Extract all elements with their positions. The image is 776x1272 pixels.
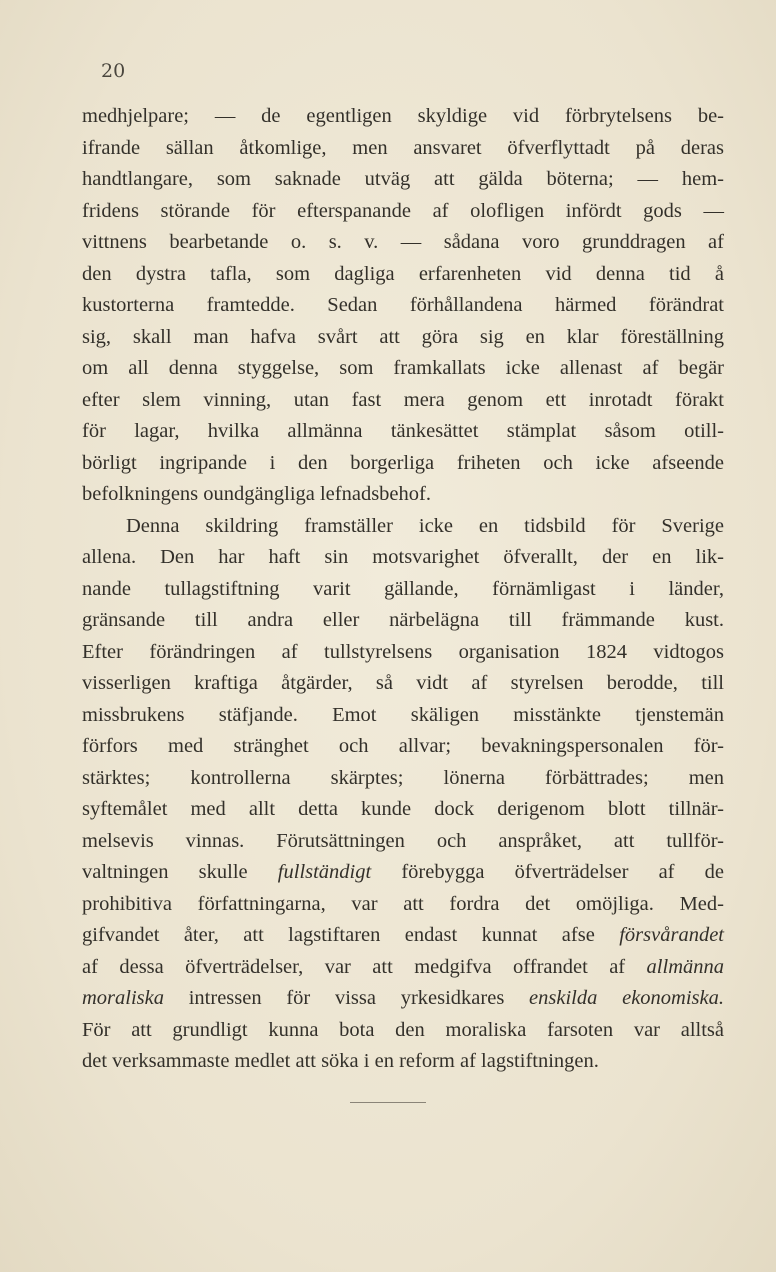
body-text (82, 101, 724, 1078)
text-segment: sig, skall man hafva svårt att göra sig en klar föreställning (82, 325, 724, 348)
text-line (82, 511, 724, 543)
text-line (82, 322, 724, 354)
text-segment: vittnens bearbetande o. s. v. — sådana voro grunddragen af (82, 231, 724, 253)
text-line (82, 794, 724, 826)
text-line (82, 227, 724, 259)
text-line (82, 763, 724, 795)
text-line (82, 1046, 724, 1078)
text-segment: intressen för vissa yrkesidkares (164, 987, 530, 1009)
page-number: 20 (101, 60, 126, 82)
text-segment: fridens störande för efterspanande af olofligen infördt gods — (82, 199, 724, 222)
text-line (82, 700, 724, 732)
text-line (82, 542, 724, 574)
text-line (82, 952, 724, 984)
paragraph (82, 101, 724, 511)
text-segment: gränsande till andra eller närbelägna till främmande kust. (82, 609, 724, 631)
italic-text: moraliska (82, 987, 164, 1009)
text-segment: visserligen kraftiga åtgärder, så vidt af styrelsen berodde, till (82, 672, 724, 694)
text-segment: missbrukens stäfjande. Emot skäligen misstänkte tjenstemän (82, 703, 724, 726)
text-segment: om all denna styggelse, som framkallats icke allenast af begär (82, 357, 724, 379)
text-line (82, 196, 724, 228)
text-segment: melsevis vinnas. Förutsättningen och anspråket, att tullför- (82, 829, 724, 852)
text-segment: stärktes; kontrollerna skärptes; lönerna förbättrades; men (82, 766, 724, 789)
text-line (82, 574, 724, 606)
text-line (82, 889, 724, 921)
text-segment: valtningen skulle (82, 861, 278, 883)
text-segment: efter slem vinning, utan fast mera genom ett inrotadt förakt (82, 388, 724, 411)
italic-text: allmänna (646, 955, 724, 978)
text-segment: syftemålet med allt detta kunde dock derigenom blott tillnär- (82, 798, 724, 820)
text-line (82, 731, 724, 763)
text-line (82, 101, 724, 133)
text-segment: den dystra tafla, som dagliga erfarenheten vid denna tid å (82, 262, 724, 285)
text-segment: gifvandet åter, att lagstiftaren endast kunnat afse (82, 924, 620, 946)
text-segment: för lagar, hvilka allmänna tänkesättet stämplat såsom otill- (82, 420, 724, 442)
text-line (82, 259, 724, 291)
text-segment: handtlangare, som saknade utväg att gälda böterna; — hem- (82, 168, 724, 190)
text-segment: ifrande sällan åtkomlige, men ansvaret öfverflyttadt på deras (82, 136, 724, 159)
text-line (82, 353, 724, 385)
text-line (82, 920, 724, 952)
section-divider (350, 1102, 426, 1103)
text-line (82, 290, 724, 322)
text-segment: af dessa öfverträdelser, var att medgifva offrandet af (82, 955, 647, 978)
text-segment: allena. Den har haft sin motsvarighet öfverallt, der en lik- (82, 546, 724, 568)
paragraph (82, 511, 724, 1078)
text-segment: medhjelpare; — de egentligen skyldige vid förbrytelsens be- (82, 105, 724, 127)
text-segment: förfors med stränghet och allvar; bevakningspersonalen för- (82, 735, 724, 757)
italic-text: fullständigt (277, 861, 372, 883)
text-segment: Denna skildring framställer icke en tidsbild för Sverige (126, 514, 724, 537)
text-line (82, 857, 724, 889)
italic-text: enskilda ekonomiska. (529, 987, 724, 1009)
text-line (82, 1015, 724, 1047)
text-segment: börligt ingripande i den borgerliga friheten och icke afseende (82, 451, 724, 474)
text-segment: För att grundligt kunna bota den moraliska farsoten var alltså (82, 1018, 724, 1041)
italic-text: försvårandet (619, 924, 724, 946)
text-line (82, 826, 724, 858)
text-segment: Efter förändringen af tullstyrelsens organisation 1824 vidtogos (82, 640, 724, 663)
text-segment: kustorterna framtedde. Sedan förhållandena härmed förändrat (82, 294, 724, 316)
text-segment: prohibitiva författningarna, var att fordra det omöjliga. Med- (82, 892, 724, 915)
text-line (82, 164, 724, 196)
text-segment: det verksammaste medlet att söka i en reform af lagstiftningen. (82, 1050, 599, 1072)
text-line (82, 133, 724, 165)
text-segment: förebygga öfverträdelser af de (371, 861, 724, 883)
text-segment: befolkningens oundgängliga lefnadsbehof. (82, 483, 431, 505)
text-line (82, 637, 724, 669)
text-line (82, 448, 724, 480)
text-line (82, 668, 724, 700)
text-line (82, 479, 724, 511)
text-line (82, 385, 724, 417)
text-segment: nande tullagstiftning varit gällande, förnämligast i länder, (82, 577, 724, 600)
text-line (82, 416, 724, 448)
text-line (82, 605, 724, 637)
text-line (82, 983, 724, 1015)
